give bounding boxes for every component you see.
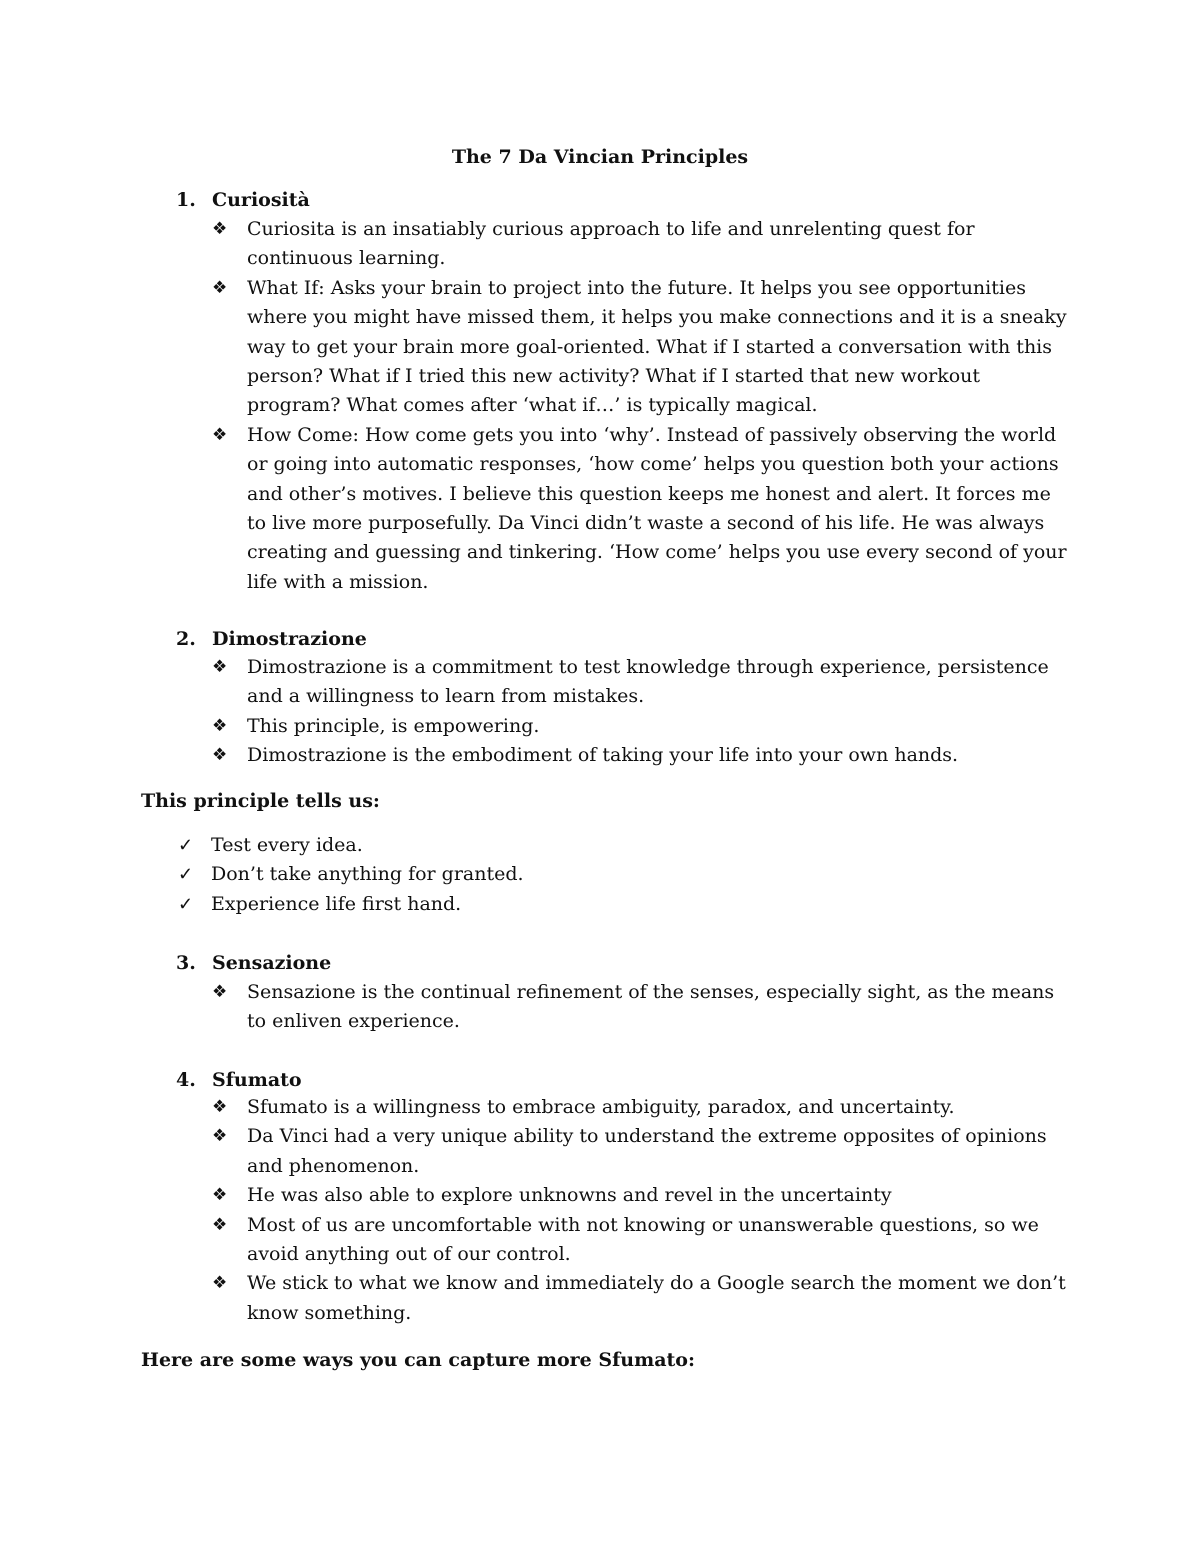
list-item — [212, 978, 1072, 1037]
bullet-list-sensazione — [212, 978, 1072, 1037]
bullet-list-curiosita — [212, 215, 1072, 597]
list-item-text: Most of us are uncomfortable with not knowing or unanswerable questions, so we avoid anything out of our control. — [247, 1213, 1039, 1266]
list-item-text: Da Vinci had a very unique ability to understand the extreme opposites of opinions and phenomenon. — [247, 1125, 1047, 1177]
checklist-item — [176, 860, 1036, 889]
checklist-item-text: Experience life first hand. — [211, 892, 462, 915]
bullet-list-sfumato — [212, 1093, 1072, 1328]
checklist — [176, 831, 1036, 919]
diamond-bullet-icon: ❖ — [212, 1214, 228, 1235]
section-number: 4. — [176, 1069, 196, 1091]
bullet-list-dimostrazione — [212, 653, 1072, 771]
list-item-text: Curiosita is an insatiably curious approach to life and unrelenting quest for continuous learning. — [247, 218, 975, 270]
section-heading-sensazione — [176, 950, 331, 976]
diamond-bullet-icon: ❖ — [212, 277, 228, 298]
checkmark-icon: ✓ — [178, 835, 194, 856]
checkmark-icon: ✓ — [178, 864, 194, 886]
section-heading-curiosita — [176, 187, 310, 213]
section-heading-dimostrazione — [176, 626, 367, 652]
section-number: 1. — [176, 189, 196, 211]
list-item-text: Sfumato is a willingness to embrace ambiguity, paradox, and uncertainty. — [247, 1096, 955, 1118]
diamond-bullet-icon: ❖ — [212, 1097, 228, 1117]
list-item — [212, 274, 1072, 421]
diamond-bullet-icon: ❖ — [212, 1126, 228, 1147]
list-item — [212, 741, 1072, 770]
section-number: 3. — [176, 952, 196, 974]
list-item-text: What If: Asks your brain to project into the future. It helps you see opportunities where you might have missed them, it helps you make connections and it is a sneaky way to get your brain more goal-oriented. What if I started a conversation with this person? What if I tried this new activity? What if I started that new workout program? What comes after ‘what if…’ is typically magical. — [247, 276, 1067, 417]
diamond-bullet-icon: ❖ — [212, 745, 228, 766]
list-item — [212, 1122, 1072, 1181]
list-item-text: He was also able to explore unknowns and revel in the uncertainty — [247, 1184, 892, 1207]
list-item — [212, 215, 1072, 274]
list-item-text: Dimostrazione is the embodiment of taking your life into your own hands. — [247, 744, 959, 767]
list-item — [212, 712, 1072, 741]
section-title: Sfumato — [212, 1069, 302, 1091]
sfumato-ways-heading: Here are some ways you can capture more Sfumato: — [141, 1349, 695, 1371]
diamond-bullet-icon: ❖ — [212, 219, 228, 239]
list-item — [212, 1181, 1072, 1210]
section-title: Curiosità — [212, 189, 310, 211]
list-item-text: Dimostrazione is a commitment to test knowledge through experience, persistence and a willingness to learn from mistakes. — [247, 656, 1049, 708]
principle-tells-heading: This principle tells us: — [141, 790, 380, 812]
list-item — [212, 1093, 1072, 1122]
list-item — [212, 653, 1072, 712]
checklist-item — [176, 890, 1036, 919]
document-title: The 7 Da Vincian Principles — [451, 146, 749, 168]
diamond-bullet-icon: ❖ — [212, 424, 228, 445]
diamond-bullet-icon: ❖ — [212, 715, 228, 736]
list-item — [212, 1269, 1072, 1328]
list-item-text: Sensazione is the continual refinement of the senses, especially sight, as the means to enliven experience. — [247, 981, 1055, 1033]
section-title: Dimostrazione — [212, 628, 367, 650]
section-title: Sensazione — [212, 952, 332, 974]
checklist-item-text: Don’t take anything for granted. — [211, 863, 524, 886]
list-item — [212, 421, 1072, 597]
list-item — [212, 1211, 1072, 1270]
checklist-item — [176, 831, 1036, 860]
section-heading-sfumato — [176, 1067, 302, 1093]
diamond-bullet-icon: ❖ — [212, 1273, 228, 1294]
diamond-bullet-icon: ❖ — [212, 657, 228, 677]
section-number: 2. — [176, 628, 196, 650]
checkmark-icon: ✓ — [178, 893, 194, 915]
diamond-bullet-icon: ❖ — [212, 1185, 228, 1206]
checklist-item-text: Test every idea. — [211, 834, 363, 856]
list-item-text: This principle, is empowering. — [247, 714, 540, 737]
list-item-text: We stick to what we know and immediately do a Google search the moment we don’t know something. — [247, 1272, 1066, 1324]
list-item-text: How Come: How come gets you into ‘why’. Instead of passively observing the world or going into automatic responses, ‘how come’ helps you question both your actions and other’s motives. I believe this question keeps me honest and alert. It forces me to live more purposefully. Da Vinci didn’t waste a second of his life. He was always creating and guessing and tinkering. ‘How come’ helps you use every second of your life with a mission. — [247, 423, 1067, 593]
diamond-bullet-icon: ❖ — [212, 982, 228, 1002]
